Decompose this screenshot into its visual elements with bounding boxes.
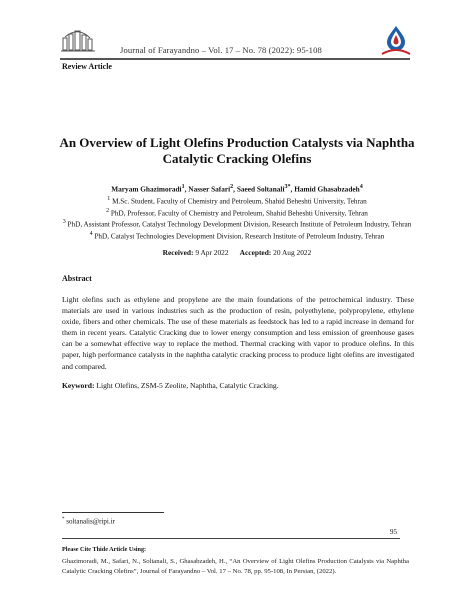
author-sup: 3* [284,184,291,190]
affiliation [40,207,434,219]
affiliation [40,195,434,207]
received-label: Received: [162,248,194,257]
affiliation-sup: 1 [107,196,111,202]
affiliation-sup: 3 [62,219,66,226]
accepted-label: Accepted: [239,248,272,257]
affiliation-text: PhD, Assistant Professor, Catalyst Technology Development Division, Research Institute of Petroleum Industry, Tehran [67,220,412,229]
article-dates [40,248,434,257]
affiliation [40,218,434,230]
affiliation-text: PhD, Professor, Faculty of Chemistry and Petroleum, Shahid Beheshti University, Tehran [110,208,368,217]
corresponding-email[interactable]: soltanalis@ripi.ir [66,517,115,526]
affiliation-sup: 2 [106,207,110,214]
author-name: Maryam Ghazimoradi [111,184,182,194]
citation-text: Ghazimoradi, M., Safari, N., Soltanali, S., Ghasabzadeh, H., “An Overview of Light Olefins Production Catalysts via Naphtha Catalytic Cracking Olefins”, Journal of Farayandno – Vol. 17 – No. 78, pp. 95-108, In Persian, (2022). [62,558,409,575]
journal-header: Journal of Farayandno – Vol. 17 – No. 78 (2022): 95-108 [120,45,322,55]
keywords-label: Keyword: [62,381,95,390]
article-type: Review Article [62,62,112,71]
journal-logo-icon [60,28,96,54]
header-divider [60,58,410,60]
accepted-date: 20 Aug 2022 [273,248,312,257]
author-sup: 2 [230,184,234,190]
abstract-body: Light olefins such as ethylene and propylene are the main foundations of the petrochemical industry. These materials are used in various industries such as the production of resin, polyethylene, polypropylene, ethylene oxide, fibers and other chemicals. The use of these materials as feedstock has led to a rapid increase in demand for them in recent years. Catalytic Cracking due to lower energy consumption and less emission of greenhouse gases can be a somewhat effective way to replace the method. Thermal cracking with vapor to produce olefins. In this paper, high performance catalysts in the naphtha catalytic cracking process to produce light olefins are investigated and compared. [62,295,414,371]
page-number: 95 [390,528,397,536]
title-line-2: Catalytic Cracking Olefins [162,151,312,166]
paper-title [50,135,424,167]
footnote-marker: * [62,517,65,522]
author-name: Saeed Soltanali [236,184,285,194]
keywords [62,381,414,390]
abstract-heading: Abstract [62,274,92,283]
footnote-divider [62,512,164,513]
title-line-1: An Overview of Light Olefins Production Catalysts via Naphtha [59,135,415,150]
affiliation-text: M.Sc. Student, Faculty of Chemistry and Petroleum, Shahid Beheshti University, Tehran [112,197,367,206]
affiliation-sup: 4 [89,230,93,237]
affiliations [40,195,434,241]
footer-divider [62,538,400,539]
author-list: Maryam Ghazimoradi$^1$, Nasser Safari$^2$, Saeed Soltanali$^{3*}$, Hamid Ghasabzadeh$^4$ [111,184,363,194]
affiliation [40,230,434,242]
affiliation-text: PhD, Catalyst Technologies Development Division, Research Institute of Petroleum Industry, Tehran [94,232,385,241]
journal-logo [60,28,96,54]
citation-heading: Please Cite Thide Article Using: [62,546,147,553]
author-name: Hamid Ghasabzadeh [294,184,360,194]
author-name: Nasser Safari [188,184,231,194]
oil-drop-icon [378,24,414,58]
author-sup: 1 [181,184,185,190]
footnote [62,517,115,525]
author-sup: 4 [359,184,363,190]
institute-logo [378,24,414,58]
keywords-text: Light Olefins, ZSM-5 Zeolite, Naphtha, Catalytic Cracking. [96,381,279,390]
received-date: 9 Apr 2022 [195,248,229,257]
